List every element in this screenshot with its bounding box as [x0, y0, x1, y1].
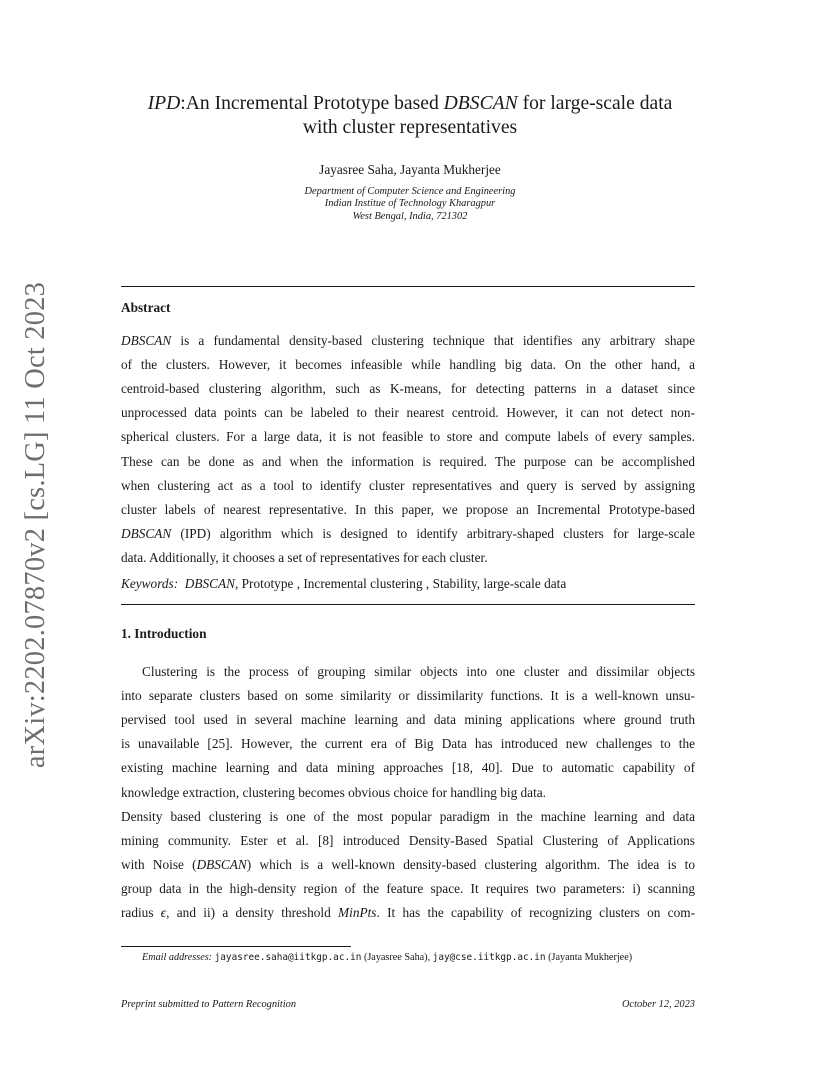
email-link-mukherjee[interactable]: jay@cse.iitkgp.ac.in [432, 952, 546, 963]
footnote-email-addresses: Email addresses: jayasree.saha@iitkgp.ac.in (Jayasree Saha), jay@cse.iitkgp.ac.in (Jayanta Mukherjee) [142, 952, 633, 963]
abstract-heading: Abstract [121, 300, 171, 315]
abstract-top-rule [121, 286, 695, 287]
keywords-line: Keywords: DBSCAN, Prototype , Incremental clustering , Stability, large-scale data [121, 576, 567, 591]
affiliation: Department of Computer Science and Engineering Indian Institue of Technology Kharagpur West Bengal, India, 721302 [304, 186, 516, 222]
section-heading-introduction: 1. Introduction [121, 626, 207, 641]
footer-date: October 12, 2023 [621, 999, 695, 1010]
paper-title [100, 92, 720, 140]
arxiv-sidebar [14, 281, 58, 769]
abstract-bottom-rule [121, 604, 695, 605]
email-link-saha[interactable]: jayasree.saha@iitkgp.ac.in [214, 952, 362, 963]
author-list: Jayasree Saha, Jayanta Mukherjee [319, 162, 501, 177]
title-line-1: IPD:An Incremental Prototype based DBSCAN for large-scale data [147, 93, 673, 114]
footnote-rule [121, 946, 351, 947]
title-line-2: with cluster representatives [302, 117, 518, 138]
preprint-footer: Preprint submitted to Pattern Recognition [121, 999, 297, 1010]
arxiv-identifier: arXiv:2202.07870v2 [cs.LG] 11 Oct 2023 [20, 281, 51, 769]
